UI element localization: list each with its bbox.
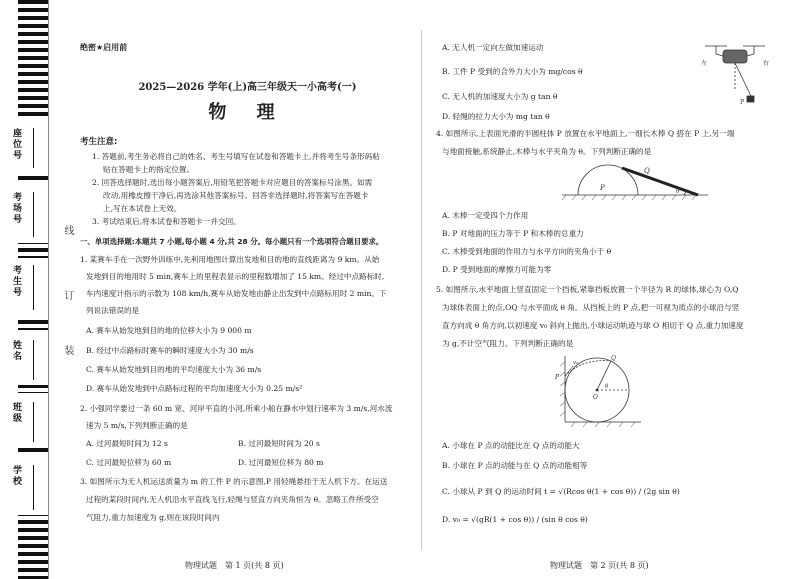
- field-candidate-no-blank: [33, 265, 34, 310]
- option-c: C. 过河最短位移为 60 m: [86, 458, 172, 467]
- field-exam-room: 考场号: [11, 192, 21, 225]
- exam-title: 2025—2026 学年(上)高三年级天一小高考(一): [138, 82, 357, 93]
- option-d: D. P 受到地面的摩擦力可能为零: [442, 265, 552, 274]
- field-candidate-no: 考生号: [11, 265, 21, 298]
- note-line: 上,写在本试卷上无效。: [103, 204, 182, 213]
- note-line: 贴在答题卡上的指定位置。: [103, 165, 195, 174]
- question-text: 为球体表面上的点,OQ 与水平面成 θ 角。从挡板上的 P 点,把一可视为质点的小球沿与竖: [442, 303, 740, 312]
- field-class-blank: [33, 402, 34, 442]
- fig-label-q: Q: [611, 355, 616, 362]
- half-cylinder-figure: [560, 160, 710, 210]
- fig-label-p: P: [740, 99, 745, 106]
- question-text: 直方向成 θ 角方向,以初速度 v₀ 斜向上抛出,小球运动轨迹与球 O 相切于 Q 点,重力加速度: [442, 321, 744, 330]
- option-a: A. 小球在 P 点的动能比在 Q 点的动能大: [442, 441, 580, 450]
- option-b: B. 经过中点路标时赛车的瞬时速度大小为 30 m/s: [86, 346, 254, 355]
- page-footer-left: 物理试题 第 1 页(共 8 页): [185, 561, 284, 570]
- field-seat-no: 座位号: [11, 128, 21, 161]
- option-d: D. 过河最短位移为 80 m: [238, 458, 324, 467]
- seal-char-bind: 订: [62, 290, 73, 300]
- option-a: A. 过河最短时间为 12 s: [86, 439, 168, 448]
- question-text: 5. 如图所示,水平地面上竖直固定一个挡板,紧靠挡板放置一个半径为 R 的球体,球心为 O,Q: [436, 285, 739, 294]
- fig-label-right: 右: [763, 60, 770, 67]
- option-d: D. v₀ = √(gR(1 + cos θ)) / (sin θ cos θ): [442, 515, 588, 524]
- question-text: 过程的某段时间内,无人机沿水平直线飞行,轻绳与竖直方向夹角恒为 θ。忽略工件所受空: [86, 495, 379, 504]
- option-c: C. 小球从 P 到 Q 的运动时间 t = √(Rcos θ(1 + cos θ)) / (2g sin θ): [442, 487, 680, 496]
- seal-char-line: 线: [62, 225, 73, 235]
- option-b: B. 小球在 P 点的动能与在 Q 点的动能相等: [442, 461, 588, 470]
- secret-label: 绝密★启用前: [80, 43, 128, 52]
- option-c: C. 无人机的加速度大小为 g tan θ: [442, 92, 558, 101]
- field-name-blank: [33, 340, 34, 380]
- question-text: 3. 如图所示为无人机运送质量为 m 的工件 P 的示意图,P 用轻绳悬挂于无人机下方。在运送: [80, 477, 388, 486]
- question-text: 与地面接触,系统静止,木棒与水平夹角为 θ。下列判断正确的是: [442, 147, 652, 156]
- fig-label-theta: θ: [605, 384, 609, 390]
- section-heading: 一、单项选择题:本题共 7 小题,每小题 4 分,共 28 分。每小题只有一个选项符合题目要求。: [80, 237, 384, 246]
- option-c: C. 木棒受到地面的作用力与水平方向的夹角小于 θ: [442, 247, 612, 256]
- fig-label-left: 左: [701, 60, 708, 67]
- option-d: D. 赛车从始发地到中点路标过程的平均加速度大小为 0.25 m/s²: [86, 384, 303, 393]
- fig-label-theta: θ: [676, 188, 680, 195]
- sphere-wall-figure: [553, 352, 643, 427]
- option-a: A. 木棒一定受四个力作用: [442, 211, 529, 220]
- seal-char-pack: 装: [62, 345, 73, 355]
- option-a: A. 赛车从始发地到目的地的位移大小为 9 000 m: [86, 326, 252, 335]
- fig-label-p: P: [600, 184, 605, 192]
- note-line: 2. 回答选择题时,选出每小题答案后,用铅笔把答题卡对应题目的答案标号涂黑。如需: [92, 178, 373, 187]
- option-b: B. P 对地面的压力等于 P 和木棒的总重力: [442, 229, 584, 238]
- field-exam-room-blank: [33, 192, 34, 237]
- fig-label-v0: v₀: [573, 360, 579, 366]
- question-text: 发地到目的地用时 5 min,赛车上的里程表显示的里程数增加了 15 km。经过中点路标时,: [86, 272, 385, 281]
- fig-label-q: Q: [644, 167, 650, 175]
- field-class: 班级: [11, 402, 21, 424]
- notes-title: 考生注意:: [80, 137, 118, 147]
- question-text: 1. 某赛车手在一次野外训练中,先利用地图计算出发地和目的地的直线距离为 9 km。从始: [80, 255, 380, 264]
- note-line: 改动,用橡皮擦干净后,再选涂其他答案标号。回答非选择题时,将答案写在答题卡: [103, 191, 369, 200]
- field-seat-no-blank: [33, 128, 34, 168]
- question-text: 为 g,不计空气阻力。下列判断正确的是: [442, 339, 574, 348]
- option-c: C. 赛车从始发地到目的地的平均速度大小为 36 m/s: [86, 365, 262, 374]
- seal-line: [48, 0, 49, 579]
- fig-label-p: P: [555, 374, 560, 381]
- option-a: A. 无人机一定向左做加速运动: [442, 43, 544, 52]
- question-text: 4. 如图所示,上表面光滑的半圆柱体 P 放置在水平地面上,一细长木棒 Q 搭在 P 上,另一端: [436, 129, 735, 138]
- question-text: 2. 小强同学要过一条 60 m 宽、河岸平直的小河,所乘小船在静水中划行速率为 3 m/s,河水流: [80, 404, 393, 413]
- question-text: 列说法错误的是: [86, 306, 140, 315]
- subject-title: 物 理: [208, 102, 287, 123]
- fig-label-o: O: [593, 394, 598, 401]
- field-school-blank: [33, 465, 34, 510]
- note-line: 3. 考试结束后,将本试卷和答题卡一并交回。: [92, 217, 241, 226]
- binding-margin: [0, 0, 73, 579]
- note-line: 1. 答题前,考生务必将自己的姓名、考生号填写在试卷和答题卡上,并将考生号条形码粘: [92, 152, 380, 161]
- option-b: B. 工件 P 受到的合外力大小为 mg/cos θ: [442, 67, 583, 76]
- field-school: 学校: [11, 465, 21, 487]
- option-d: D. 轻绳的拉力大小为 mg tan θ: [442, 112, 550, 121]
- field-name: 姓名: [11, 340, 21, 362]
- question-text: 气阻力,重力加速度为 g,则在该段时间内: [86, 513, 220, 522]
- page-footer-right: 物理试题 第 2 页(共 8 页): [550, 561, 649, 570]
- question-text: 速为 5 m/s,下列判断正确的是: [86, 421, 188, 430]
- column-divider: [421, 30, 422, 550]
- drone-figure: [695, 40, 785, 108]
- question-text: 车内速度计指示的示数为 108 km/h,赛车从始发地由静止出发到中点路标用时 2 min。下: [86, 289, 387, 298]
- option-b: B. 过河最短时间为 20 s: [238, 439, 320, 448]
